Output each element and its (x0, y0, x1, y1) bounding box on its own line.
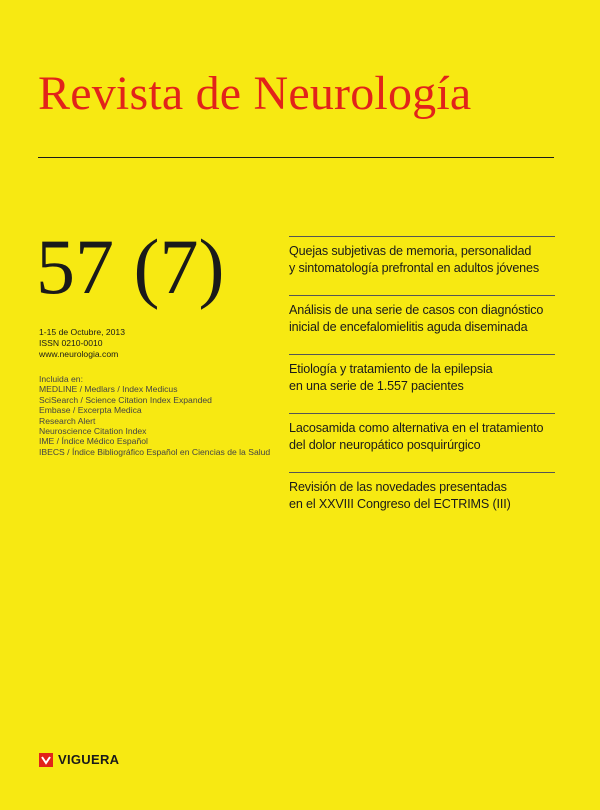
publisher-logo (39, 752, 119, 767)
website-link[interactable]: www.neurologia.com (39, 349, 119, 359)
article-title-line: Etiología y tratamiento de la epilepsia (289, 362, 493, 376)
indexing-item: Embase / Excerpta Medica (39, 405, 142, 416)
issue-info (39, 327, 125, 360)
issue-date: 1-15 de Octubre, 2013 (39, 327, 125, 337)
article-title-line: Quejas subjetivas de memoria, personalidad (289, 244, 532, 258)
article-title-line: en una serie de 1.557 pacientes (289, 379, 464, 393)
indexing-list (39, 374, 270, 457)
article-item (289, 472, 555, 531)
indexing-item: Neuroscience Citation Index (39, 426, 147, 437)
article-title (289, 243, 555, 277)
article-title (289, 420, 555, 454)
article-title-line: inicial de encefalomielitis aguda diseminada (289, 320, 528, 334)
article-title (289, 302, 555, 336)
journal-title: Revista de Neurología (38, 67, 472, 120)
indexing-item: IME / Índice Médico Español (39, 436, 148, 447)
article-title (289, 361, 555, 395)
article-item (289, 354, 555, 413)
volume-issue: 57 (7) (36, 223, 225, 310)
indexing-heading: Incluida en: (39, 374, 83, 384)
indexing-item: Research Alert (39, 415, 96, 426)
article-item (289, 236, 555, 295)
article-title-line: Revisión de las novedades presentadas (289, 480, 507, 494)
article-item (289, 413, 555, 472)
article-title-line: y sintomatología prefrontal en adultos jóvenes (289, 261, 540, 275)
issn: ISSN 0210-0010 (39, 338, 103, 348)
indexing-item: SciSearch / Science Citation Index Expanded (39, 394, 212, 405)
indexing-item: MEDLINE / Medlars / Index Medicus (39, 384, 178, 395)
article-title-line: en el XXVIII Congreso del ECTRIMS (III) (289, 497, 511, 511)
article-title (289, 479, 555, 513)
article-title-line: Análisis de una serie de casos con diagnóstico (289, 303, 544, 317)
publisher-name: VIGUERA (58, 752, 120, 767)
indexing-item: IBECS / Índice Bibliográfico Español en Ciencias de la Salud (39, 446, 271, 457)
viguera-logo-icon (39, 753, 53, 767)
article-title-line: Lacosamida como alternativa en el tratamiento (289, 421, 544, 435)
title-divider (38, 157, 554, 158)
article-title-line: del dolor neuropático posquirúrgico (289, 438, 481, 452)
article-list (289, 236, 555, 531)
article-item (289, 295, 555, 354)
